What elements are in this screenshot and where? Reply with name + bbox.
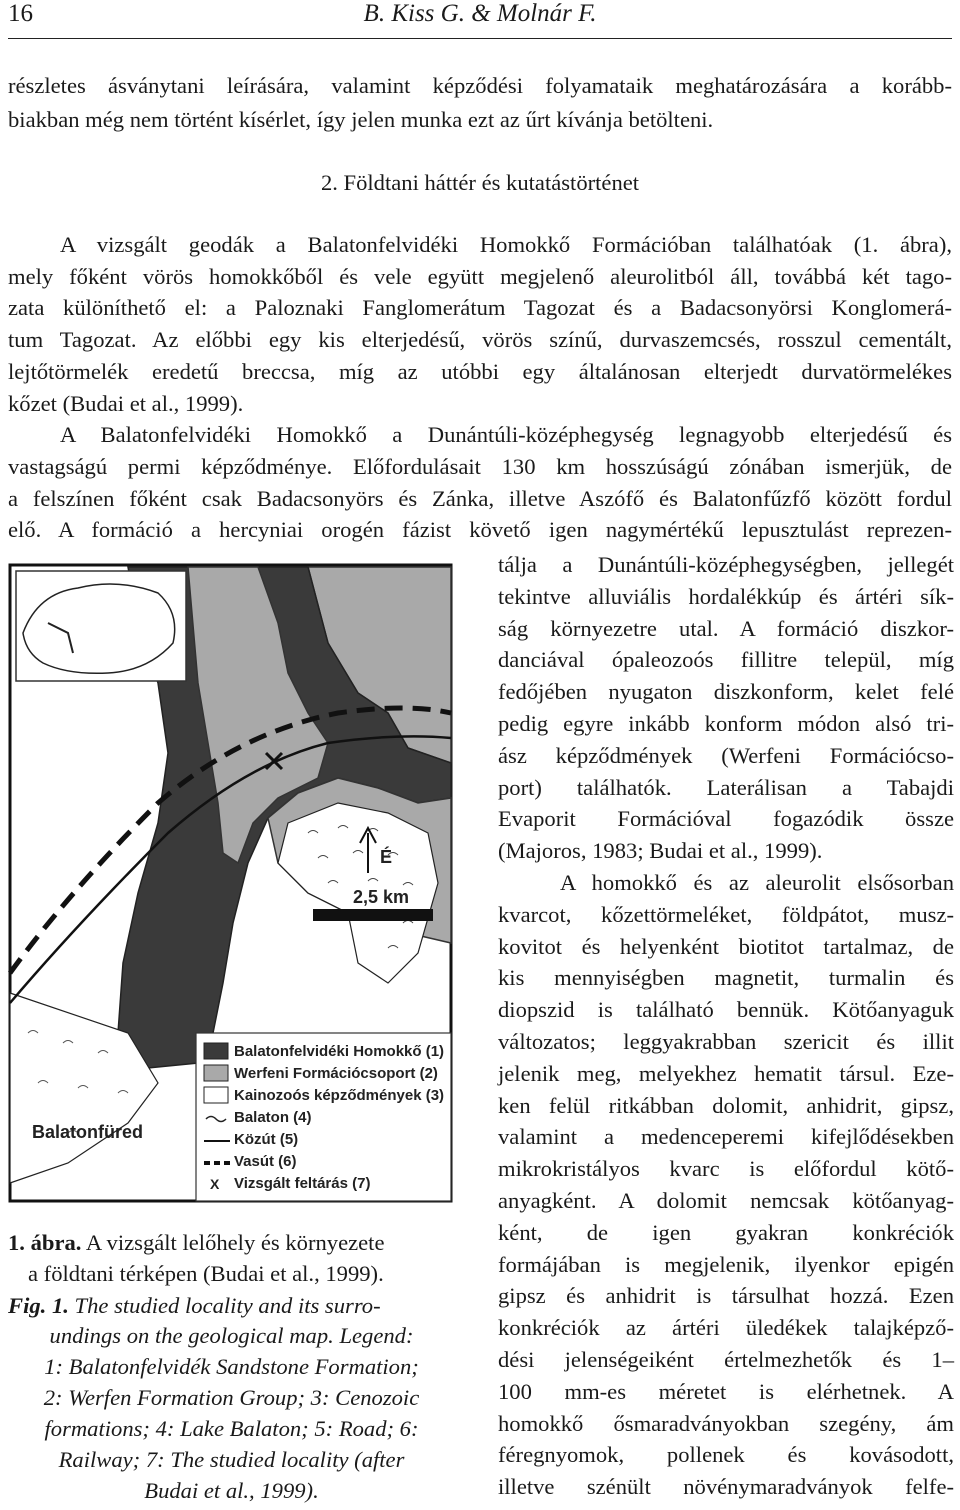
- right-column-line: homokkő ősmaradványokban szegény, ám: [498, 1410, 954, 1436]
- caption-hu-text1: A vizsgált lelőhely és környezete: [81, 1230, 385, 1255]
- right-column-line: jelenik meg, melyekhez hematit társul. Eze-: [498, 1060, 954, 1086]
- legend-entry: Vizsgált feltárás (7): [234, 1175, 371, 1192]
- right-column-line: illetve szénült növénymaradványok felfe-: [498, 1474, 954, 1500]
- right-column-line: Evaporit Formációval fogazódik össze: [498, 806, 954, 832]
- right-column-line: ken felül ritkábban dolomit, anhidrit, gipsz,: [498, 1092, 954, 1118]
- right-column-line: tálja a Dunántúli-középhegységben, jellegét: [498, 552, 954, 577]
- legend-entry: Balatonfelvidéki Homokkő (1): [234, 1043, 445, 1060]
- body-line: kőzet (Budai et al., 1999).: [8, 390, 244, 416]
- geological-map-figure: [8, 563, 453, 1203]
- section-title: 2. Földtani háttér és kutatástörténet: [320, 170, 640, 195]
- right-column-line: fedőjében nyugaton diszkonform, kelet felé: [498, 679, 954, 705]
- caption-hu-line1: [8, 1228, 384, 1257]
- right-column-line: port) találhatók. Laterálisan a Tabajdi: [498, 774, 954, 800]
- right-column-line: valamint a medenceperemi kifejlődésekben: [498, 1124, 954, 1150]
- right-column-line: anyagként. A dolomit nemcsak kötőanyag-: [498, 1188, 954, 1213]
- caption-en-line: 1: Balatonfelvidék Sandstone Formation;: [44, 1354, 419, 1379]
- right-column-line: konkréciók az ártéri üledékek talajképző-: [498, 1315, 954, 1341]
- body-line: tum Tagozat. Az előbbi egy kis elterjedésű, vörös színű, durvaszemcsés, rosszul cementált,: [8, 327, 952, 353]
- caption-hu-label: 1. ábra.: [8, 1230, 82, 1255]
- right-column-line: (Majoros, 1983; Budai et al., 1999).: [498, 838, 823, 864]
- right-column-line: 100 mm-es méretet is elérhetnek. A: [498, 1378, 954, 1404]
- scale-label: 2,5 km: [353, 887, 410, 907]
- right-column-line: ként, de igen gyakran konkréciók: [498, 1219, 954, 1245]
- body-line: mely főként vörös homokkőből és vele együtt megjelenő aleurolitból áll, továbbá két tago-: [8, 263, 952, 289]
- body-line: elő. A formáció a hercyniai orogén fázist követő igen nagymértékű lepusztulást reprezen-: [8, 517, 952, 543]
- intro-line: biakban még nem történt kísérlet, így jelen munka ezt az űrt kívánja betölteni.: [8, 107, 714, 132]
- body-line: a felszínen főként csak Badacsonyörs és Zánka, illetve Aszófő és Balatonfűzfő között fordul: [8, 485, 952, 511]
- right-column-line: formájában is megjelenik, ilyenkor epigén: [498, 1251, 954, 1277]
- right-column-line: gipsz és anhidrit is társulhat hozzá. Ezen: [498, 1283, 954, 1309]
- right-column-line: változatos; leggyakrabban szericit és illit: [498, 1029, 954, 1054]
- body-line: A vizsgált geodák a Balatonfelvidéki Homokkő Formációban találhatóak (1. ábra),: [60, 232, 952, 257]
- body-line: vastagságú permi képződménye. Előfordulásait 130 km hosszúságú zónában ismerjük, de: [8, 453, 952, 479]
- right-column-line: féregnyomok, pollenek és kovásodott,: [498, 1442, 954, 1468]
- caption-en-line: Budai et al., 1999).: [144, 1478, 319, 1503]
- intro-line: részletes ásványtani leírására, valamint képződési folyamataik meghatározására a korább-: [8, 73, 952, 98]
- caption-en-line: Railway; 7: The studied locality (after: [58, 1447, 405, 1472]
- header-rule: [8, 38, 952, 39]
- right-column-line: kis mennyiségben magnetit, turmalin és: [498, 965, 954, 991]
- svg-text:X: X: [210, 1176, 220, 1192]
- right-column-line: ság környezetre utal. A formáció diszkor-: [498, 615, 954, 641]
- legend-entry: Kainozoós képződmények (3): [234, 1087, 445, 1104]
- right-column-line: kovitot és helyenként biotitot tartalmaz, de: [498, 933, 954, 959]
- legend-entry: Werfeni Formációcsoport (2): [234, 1065, 438, 1082]
- caption-en-text1: The studied locality and its surro-: [68, 1293, 381, 1318]
- caption-en-line: 2: Werfen Formation Group; 3: Cenozoic: [43, 1385, 420, 1410]
- right-column-line: tekintve alluviális hordalékkúp és ártéri sík-: [498, 583, 954, 609]
- right-column-line: ász képződmények (Werfeni Formációcso-: [498, 742, 954, 768]
- running-header-authors: B. Kiss G. & Molnár F.: [363, 0, 597, 27]
- legend-entry: Közút (5): [234, 1131, 299, 1148]
- right-column-line: diopszid is található bennük. Kötőanyaguk: [498, 997, 954, 1023]
- caption-en-line: formations; 4: Lake Balaton; 5: Road; 6:: [44, 1416, 419, 1441]
- caption-en-label: Fig. 1.: [8, 1293, 69, 1318]
- right-column-line: mikrokristályos kvarc is előfordul kötő-: [498, 1156, 954, 1182]
- caption-en-line1: [8, 1291, 381, 1320]
- right-column-line: dési jelenségeiként értelmezhetők és 1–: [498, 1347, 954, 1372]
- north-label: É: [380, 847, 393, 867]
- right-column-line: kvarcot, kőzettörmeléket, földpátot, musz-: [498, 901, 954, 927]
- right-column-line: A homokkő és az aleurolit elsősorban: [560, 870, 954, 895]
- legend-entry: Vasút (6): [234, 1153, 297, 1170]
- right-column-line: pedig egyre inkább konform módon alsó tri-: [498, 711, 954, 736]
- town-label: Balatonfüred: [32, 1122, 144, 1142]
- body-line: A Balatonfelvidéki Homokkő a Dunántúli-középhegység legnagyobb elterjedésű és: [60, 422, 952, 448]
- page-number: 16: [8, 0, 33, 27]
- body-line: lejtőtörmelék eredetű breccsa, míg az utóbbi egy általánosan elterjedt durvatörmelékes: [8, 358, 952, 384]
- right-column-line: danciával ópaleozoós fillitre települ, míg: [498, 647, 954, 673]
- legend-entry: Balaton (4): [234, 1109, 312, 1126]
- body-line: zata különíthető el: a Paloznaki Fanglomerátum Tagozat és a Badacsonyörsi Konglomerá-: [8, 295, 952, 321]
- caption-hu-line2: a földtani térképen (Budai et al., 1999).: [28, 1261, 384, 1286]
- caption-en-line: undings on the geological map. Legend:: [49, 1323, 414, 1348]
